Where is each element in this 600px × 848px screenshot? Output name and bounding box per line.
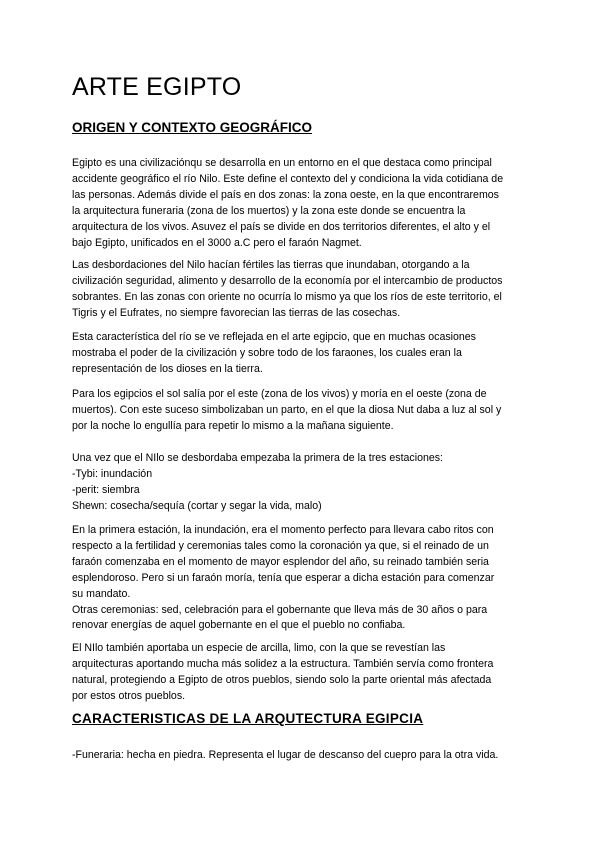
paragraph [72,258,532,322]
text-line: su mandato. [72,587,131,600]
text-line: natural, protegiendo a Egipto de otros pueblos, siendo solo la parte oriental más afectada [72,673,492,686]
paragraph [72,748,532,764]
text-line: -perit: siembra [72,483,140,496]
text-line: Otras ceremonias: sed, celebración para el gobernante que lleva más de 30 años o para [72,603,488,616]
text-line: Tigris y el Eufrates, no siempre favorecian las tierras de las cosechas. [72,306,401,319]
text-line: accidente geográfico el río Nilo. Este define el contexto del y condiciona la vida cotidiana de [72,172,504,185]
text-line: faraón comenzaba en el momento de mayor esplendor del año, su reinado también seria [72,555,489,568]
paragraph [72,641,532,705]
document-title: ARTE EGIPTO [72,73,242,101]
text-line: -Tybi: inundación [72,467,153,480]
text-line: arquitectura de los vivos. Asuvez el país se divide en dos territorios diferentes, el alto y el [72,220,491,233]
text-line: arquitecturas aportando mucha más solidez a la estructura. También servía como frontera [72,657,494,670]
text-line: Esta característica del río se ve reflejada en el arte egipcio, que en muchas ocasiones [72,331,476,343]
text-line: Para los egipcios el sol salía por el este (zona de los vivos) y moría en el oeste (zona de [72,388,487,400]
text-line: Shewn: cosecha/sequía (cortar y segar la vida, malo) [72,499,322,512]
text-line: bajo Egipto, unificados en el 3000 a.C pero el faraón Nagmet. [72,236,362,249]
text-line: Las desbordaciones del Nilo hacían fértiles las tierras que inundaban, otorgando a la [72,259,470,271]
text-line: El NIlo también aportaba un especie de arcilla, limo, con la que se revestían las [72,642,446,654]
text-line: la arquitectura funeraria (zona de los muertos) y la zona este donde se encuentra la [72,204,466,217]
paragraph [72,156,532,251]
text-line: muertos). Con este suceso simbolizaban un parto, en el que la diosa Nut daba a luz al sol y [72,403,502,416]
text-line: -Funeraria: hecha en piedra. Representa el lugar de descanso del cuepro para la otra vida. [72,749,499,761]
text-line: sobrantes. En las zonas con oriente no ocurría lo mismo ya que los ríos de este territorio, el [72,290,502,303]
text-line: esplendoroso. Pero si un faraón moría, tenía que esperar a dicha estación para comenzar [72,571,495,584]
text-line: respecto a la fertilidad y ceremonias tales como la coronación ya que, si el reinado de un [72,539,489,552]
section-heading-origen: ORIGEN Y CONTEXTO GEOGRÁFICO [72,120,313,135]
paragraph [72,523,532,634]
text-line: Egipto es una civilizaciónqu se desarrolla en un entorno en el que destaca como principal [72,157,492,169]
paragraph [72,330,532,378]
text-line: mostraba el poder de la civilización y sobre todo de los faraones, los cuales eran la [72,346,462,359]
text-line: representación de los dioses en la tierra. [72,362,263,375]
text-line: civilización seguridad, alimento y desarrollo de la economía por el intercambio de productos [72,274,503,287]
section-heading-arquitectura: CARACTERISTICAS DE LA ARQUTECTURA EGIPCIA [72,711,424,726]
text-line: Una vez que el NIlo se desbordaba empezaba la primera de la tres estaciones: [72,452,443,464]
text-line: por la noche lo engullía para repetir lo mismo a la mañana siguiente. [72,419,394,432]
text-line: por estos otros pueblos. [72,689,186,702]
text-line: las personas. Además divide el país en dos zonas: la zona oeste, en la que encontraremos [72,188,499,201]
text-line: renovar energías de aquel gobernante en el que el pueblo no confiaba. [72,619,406,632]
paragraph [72,387,532,435]
text-line: En la primera estación, la inundación, era el momento perfecto para llevara cabo ritos con [72,524,494,536]
paragraph [72,451,532,515]
